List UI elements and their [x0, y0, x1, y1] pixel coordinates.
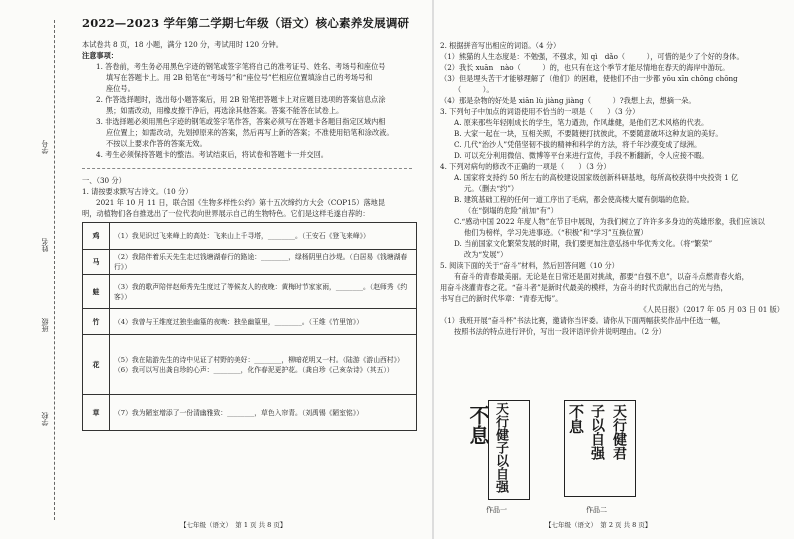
table-row — [83, 223, 417, 250]
question-4-option: D. 当前国家文化繁荣发展的时期，我们要更加注意弘扬中华优秀文化。（将“繁荣” — [454, 239, 713, 248]
note-line: 黑；如需改动，用橡皮擦干净后，再选涂其他答案。答案不能答在试卷上。 — [106, 106, 344, 115]
note-line: 应位置上；如需改动，先划掉原来的答案，然后再写上新的答案；不准使用铅笔和涂改液。 — [106, 128, 394, 137]
exam-meta: 本试卷共 8 页，18 小题，满分 120 分，考试用时 120 分钟。 — [82, 40, 283, 49]
page-1 — [70, 0, 428, 539]
question-3-option: C. 几代“治沙人”凭借坚韧不拔的精神和科学的方法，将千年沙漠变成了绿洲。 — [454, 140, 702, 149]
fill-blank-cell: （2）我陪伴着乐天先生走过钱塘湖春行的路途：________，绿杨阴里白沙堤。（白居易《钱塘湖春行》） — [110, 250, 417, 275]
fill-blank-cell: （5）我在陆游先生的诗中见证了村野的美好：________，柳暗花明又一村。（陆游《游山西村》） （6）我可以写出龚自珍的心声：________，化作春泥更护花。（龚自珍《己亥杂诗》（其五）） — [110, 335, 417, 395]
question-5-passage: 书写自己的新时代华章：“青春无悔”。 — [440, 294, 563, 303]
question-2-item: （1）熊猫的人生态度是：不勉强，不强求，知 qì dǎo（ ），可惜的是少了个好的身体。 — [440, 52, 744, 61]
category-cell: 草 — [83, 395, 110, 431]
question-5-passage: 用奋斗浇灌青春之花。“奋斗者”是新时代最美的模样，为奋斗的时代贡献出自己的光与热， — [440, 283, 728, 292]
exam-title: 2022—2023 学年第二学期七年级（语文）核心素养发展调研 — [82, 16, 410, 30]
caption-work-1: 作品一 — [486, 506, 507, 514]
note-line: 2. 作答选择题时，选出每小题答案后，用 2B 铅笔把答题卡上对应题目选项的答案信息点涂 — [96, 95, 386, 104]
question-2-item: （2）我长 xuān nào（ ）的，也只有在这个季节才能尽情地在春天的海岸中游玩。 — [440, 63, 730, 72]
calligraphy-column: 不息 — [466, 405, 490, 445]
question-4-option: 他们为榜样，学习先进事迹。（“积极”和“学习”互换位置） — [464, 228, 648, 237]
question-4-option: B. 建筑基础工程的任何一道工序出了毛病，都会使高楼大厦有倒塌的危险。 — [454, 195, 694, 204]
question-5-source: 《人民日报》（2017 年 05 月 03 日 01 版） — [639, 305, 784, 314]
table-row — [83, 250, 417, 275]
category-cell: 鸡 — [83, 223, 110, 250]
student-name-label: 姓名 — [41, 238, 49, 252]
notes-list — [82, 61, 428, 160]
category-cell: 竹 — [83, 309, 110, 335]
question-1-intro: 明，动植物们各自推选出了一位代表向世界展示自己的生物特色。它们是这样毛遂自荐的： — [82, 209, 370, 218]
section-divider — [82, 168, 412, 169]
school-label: 学校 — [41, 412, 49, 426]
question-3-option: B. 大家一起在一块，互相关照，不要随便打扰彼此，不要随意破坏这种友谊的美好。 — [454, 129, 723, 138]
question-4-option: 元。（删去“约”） — [464, 184, 519, 193]
question-4-option: 改为“发展”） — [464, 250, 508, 259]
question-5-title: 5. 阅读下面的关于“奋斗”材料，然后回答问题（10 分） — [440, 261, 619, 270]
table-row — [83, 395, 417, 431]
question-2-item: （4）那是杂物的好处是 xiān lù jiàng jiàng（ ）?我想上去，想摘一朵。 — [440, 96, 696, 105]
question-1-intro: 2021 年 10 月 11 日，联合国《生物多样性公约》第十五次缔约方大会（COP15）落地昆 — [96, 198, 386, 207]
calligraphy-column: 天行健子以自强 — [493, 402, 508, 493]
question-1-title: 1. 请按要求默写古诗文。（10 分） — [82, 187, 193, 196]
note-line: 4. 考生必须保持答题卡的整洁。考试结束后，将试卷和答题卡一并交回。 — [96, 150, 328, 159]
question-5-sub: （1）我班开展“奋斗杯”书法比赛，邀请你当评委。请你从下面两幅获奖作品中任选一幅， — [440, 316, 726, 325]
question-3-title: 3. 下列句子中加点的词语使用不恰当的一项是（ ）（3 分） — [440, 107, 640, 116]
table-row — [83, 335, 417, 395]
page-2-footer: 【七年级（语文） 第 2 页 共 8 页】 — [545, 521, 652, 529]
category-cell: 马 — [83, 250, 110, 275]
poem-table — [82, 222, 417, 431]
binding-dashed-line — [54, 20, 55, 520]
question-2-item: （ ）。 — [454, 85, 494, 94]
calligraphy-column: 天行健君 — [611, 404, 627, 460]
page-gutter — [432, 0, 434, 539]
page-1-footer: 【七年级（语文） 第 1 页 共 8 页】 — [180, 521, 287, 529]
caption-work-2: 作品二 — [586, 506, 607, 514]
category-cell: 蛙 — [83, 275, 110, 309]
question-5-passage: 有奋斗的青春最美丽。无论是在日常还是面对挑战，都要“自强不息”，以奋斗点燃青春火焰， — [454, 272, 749, 281]
question-2-item: （3）但是埋头苦干才能够理解了（他们）的困难，使他们不由一步都 yōu xīn chōng chōng — [440, 74, 738, 83]
note-line: 座位号。 — [106, 84, 135, 93]
binding-margin — [0, 0, 70, 539]
question-4-option: A. 国家将支持约 50 所左右的高校建设国家级创新科研基地，每所高校获得中央投资 1 亿 — [454, 173, 739, 182]
table-row — [83, 309, 417, 335]
fill-blank-cell: （1）我见识过飞来峰上的高处：飞来山上千寻塔，________。（王安石《登飞来峰》） — [110, 223, 417, 250]
notes-title: 注意事项： — [82, 51, 118, 60]
calligraphy-column: 子以自强 — [589, 404, 605, 460]
fill-blank-cell: （7）我为陋室增添了一份清幽雅致：________，草色入帘青。（刘禹锡《陋室铭》） — [110, 395, 417, 431]
student-id-label: 学号 — [41, 140, 49, 154]
question-4-option: C.“感动中国 2022 年度人物”在节目中展现，为我们树立了许许多多身边的英雄形象，我们应该以 — [454, 217, 765, 226]
class-label: 班级 — [41, 318, 49, 332]
table-row — [83, 275, 417, 309]
category-cell: 花 — [83, 335, 110, 395]
question-4-option: （在“倒塌的危险”前加“有”） — [464, 206, 558, 215]
question-4-title: 4. 下列对病句的修改不正确的一项是（ ）（3 分） — [440, 162, 611, 171]
calligraphy-column: 不息 — [567, 404, 585, 434]
note-line: 1. 答卷前，考生务必用黑色字迹的钢笔或签字笔将自己的准考证号、姓名、考场号和座位号 — [96, 62, 386, 71]
question-2-title: 2. 根据拼音写出相应的词语。（4 分） — [440, 41, 561, 50]
note-line: 3. 非选择题必须用黑色字迹的钢笔或签字笔作答，答案必须写在答题卡各题目指定区域内相 — [96, 117, 386, 126]
question-5-sub: 按照书法的特点进行评价，写出一段评语评价并说明理由。（2 分） — [454, 327, 666, 336]
fill-blank-cell: （3）我的歌声陪伴赵师秀先生度过了等候友人的夜晚：黄梅时节家家雨，________。（赵师秀《约客》） — [110, 275, 417, 309]
note-line: 不按以上要求作答的答案无效。 — [106, 139, 207, 148]
question-3-option: D. 可以充分利用微信、微博等平台来进行宣传，手段不断翻新，令人应接不暇。 — [454, 151, 709, 160]
note-line: 填写在答题卡上。用 2B 铅笔在“考场号”和“座位号”栏相应位置填涂自己的考场号和 — [106, 73, 373, 82]
section-heading: 一、（30 分） — [82, 176, 126, 185]
fill-blank-cell: （4）我曾与王维度过独坐幽篁的夜晚：独坐幽篁里，________。（王维《竹里馆》） — [110, 309, 417, 335]
question-3-option: A. 原来那些年轻刚成长的学生，笔力遒劲，作风雄健，是他们艺术风格的代表。 — [454, 118, 709, 127]
